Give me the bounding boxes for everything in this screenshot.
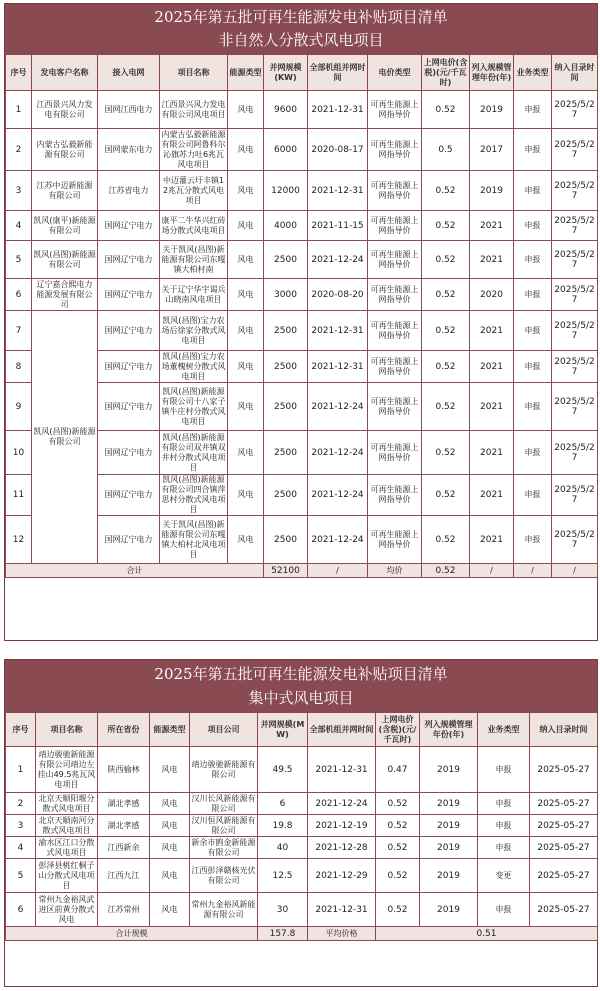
row-number-cell: 3 — [6, 815, 36, 837]
date-cell: 2025-05-27 — [530, 893, 598, 927]
table1-subtitle: 非自然人分散式风电项目 — [218, 31, 384, 49]
total-price-type-cell: 均价 — [368, 564, 422, 578]
energy-cell: 风电 — [228, 351, 264, 383]
table1-header-cell: 并网规模(KW) — [264, 55, 308, 91]
price-cell: 0.52 — [376, 893, 420, 927]
year-cell: 2019 — [420, 793, 478, 815]
project-cell: 关于凯风(昌图)新能源有限公司东嘎镇大柏村南 — [160, 241, 228, 279]
energy-cell: 风电 — [228, 211, 264, 241]
prov-cell: 江西新余 — [98, 837, 150, 859]
price-type-cell: 可再生能源上网指导价 — [368, 311, 422, 351]
date-cell: 2025/5/27 — [552, 241, 598, 279]
project-cell: 凯风(昌图)宝力农场后徐家分散式风电项目 — [160, 311, 228, 351]
time-cell: 2021-12-24 — [308, 431, 368, 475]
grid-cell: 江苏省电力 — [98, 171, 160, 211]
energy-cell: 风电 — [228, 129, 264, 171]
company-cell: 汉川长风新能源有限公司 — [191, 793, 256, 813]
table2-header-row — [6, 713, 598, 747]
table-row — [6, 241, 598, 279]
price-cell: 0.52 — [376, 859, 420, 893]
table1-header-cell: 项目名称 — [160, 55, 228, 91]
year-cell: 2021 — [470, 241, 514, 279]
table-panel-distributed — [4, 3, 598, 641]
biz-cell: 申报 — [514, 383, 552, 431]
table-row — [6, 893, 598, 927]
company-cell: 常州九金裕风新能源有限公司 — [190, 893, 258, 927]
row-number-cell: 4 — [6, 837, 36, 859]
time-cell: 2021-12-31 — [308, 171, 368, 211]
table1-header-cell: 列入规模管理年份(年) — [470, 55, 514, 91]
table-row — [6, 279, 598, 311]
prov-cell: 湖北孝感 — [98, 815, 150, 837]
row-number-cell: 9 — [6, 383, 32, 431]
grid-cell: 国网辽宁电力 — [98, 431, 160, 475]
project-cell: 江西景兴风力发电有限公司风电项目 — [160, 91, 228, 129]
date-cell: 2025/5/27 — [552, 91, 598, 129]
time-cell: 2021-12-24 — [308, 241, 368, 279]
price-cell: 0.52 — [422, 475, 470, 516]
scale-cell: 4000 — [264, 211, 308, 241]
table2-header-cell: 能源类型 — [150, 713, 190, 747]
biz-cell: 申报 — [514, 351, 552, 383]
prov-cell: 江苏常州 — [98, 893, 150, 927]
energy-cell: 风电 — [228, 91, 264, 129]
scale-cell: 12.5 — [258, 859, 308, 893]
row-number-cell: 11 — [6, 475, 32, 516]
row-number-cell: 12 — [6, 516, 32, 564]
price-cell: 0.52 — [422, 431, 470, 475]
year-cell: 2019 — [420, 747, 478, 793]
price-cell: 0.52 — [422, 211, 470, 241]
date-cell: 2025/5/27 — [552, 383, 598, 431]
biz-cell: 申报 — [514, 91, 552, 129]
table2-header-cell: 全部机组并网时间 — [308, 713, 376, 747]
client-name-cell: 江苏中迈新能源有限公司 — [32, 171, 98, 211]
energy-cell: 风电 — [150, 793, 190, 815]
scale-cell: 6000 — [264, 129, 308, 171]
energy-cell: 风电 — [150, 859, 190, 893]
client-name-cell: 江西景兴风力发电有限公司 — [32, 91, 98, 129]
total-time-cell: / — [308, 564, 368, 578]
energy-cell: 风电 — [228, 311, 264, 351]
scale-cell: 49.5 — [258, 747, 308, 793]
time-cell: 2020-08-17 — [308, 129, 368, 171]
biz-cell: 申报 — [478, 747, 530, 793]
time-cell: 2021-12-28 — [308, 837, 376, 859]
project-cell: 凯风(昌图)新能源有限公司四合镇萍思村分散式风电项目 — [161, 475, 226, 514]
table1-header-cell: 全部机组并网时间 — [308, 55, 368, 91]
biz-cell: 申报 — [514, 241, 552, 279]
table2-header-cell: 序号 — [6, 713, 36, 747]
project-cell: 凯风(昌图)宝力农场董槐树分散式风电项目 — [161, 351, 226, 381]
energy-cell: 风电 — [150, 747, 190, 793]
date-cell: 2025/5/27 — [552, 129, 598, 171]
scale-cell: 12000 — [264, 171, 308, 211]
grid-cell: 国网江西电力 — [98, 91, 160, 129]
price-cell: 0.5 — [422, 129, 470, 171]
client-name-cell: 凯风(昌图)新能源有限公司 — [32, 241, 98, 279]
biz-cell: 变更 — [478, 859, 530, 893]
table1-header-cell: 发电客户名称 — [32, 55, 98, 91]
scale-cell: 3000 — [264, 279, 308, 311]
table1-header-row — [6, 55, 598, 91]
time-cell: 2021-12-24 — [308, 516, 368, 564]
energy-cell: 风电 — [228, 241, 264, 279]
total-year-cell: / — [470, 564, 514, 578]
time-cell: 2021-11-15 — [308, 211, 368, 241]
grid-cell: 国网辽宁电力 — [98, 383, 160, 431]
time-cell: 2021-12-24 — [308, 793, 376, 815]
price-type-cell: 可再生能源上网指导价 — [368, 351, 422, 383]
price-cell: 0.52 — [422, 311, 470, 351]
price-type-cell: 可再生能源上网指导价 — [368, 475, 422, 516]
row-number-cell: 8 — [6, 351, 32, 383]
biz-cell: 申报 — [514, 431, 552, 475]
project-cell: 关于凯风(昌图)新能源有限公司东嘎镇大柏村北风电项目 — [160, 516, 228, 564]
grid-cell: 国网辽宁电力 — [98, 241, 160, 279]
time-cell: 2021-12-31 — [308, 311, 368, 351]
biz-cell: 申报 — [478, 837, 530, 859]
date-cell: 2025-05-27 — [530, 793, 598, 815]
project-cell: 内蒙古弘毅新能源有限公司阿鲁科尔沁旗苏力吐6兆瓦风电项目 — [161, 129, 226, 169]
year-cell: 2021 — [470, 311, 514, 351]
table2-header-cell: 所在省份 — [98, 713, 150, 747]
project-cell: 康平二牛华兴红砖场分散式风电项目 — [160, 211, 228, 241]
name-cell: 常州九金裕风武进区前黄分散式风电 — [36, 893, 98, 927]
year-cell: 2017 — [470, 129, 514, 171]
price-cell: 0.52 — [422, 351, 470, 383]
total-label-cell: 合计规模 — [6, 927, 258, 941]
name-cell: 靖边骏驰新能源有限公司靖边左挂山49.5兆瓦风电项目 — [36, 747, 98, 793]
name-cell: 渝水区江口分散式风电项目 — [36, 837, 98, 859]
table2-header-cell: 上网电价(含税)(元/千瓦时) — [376, 713, 420, 747]
date-cell: 2025/5/27 — [552, 211, 598, 241]
table2-header-cell: 并网规模(MW) — [258, 713, 308, 747]
table-row — [6, 211, 598, 241]
time-cell: 2021-12-24 — [308, 383, 368, 431]
grid-cell: 国网辽宁电力 — [98, 311, 160, 351]
energy-cell: 风电 — [150, 893, 190, 927]
price-type-cell: 可再生能源上网指导价 — [368, 91, 422, 129]
client-name-cell: 内蒙古弘毅新能源有限公司 — [32, 129, 98, 171]
scale-cell: 6 — [258, 793, 308, 815]
energy-cell: 风电 — [228, 516, 264, 564]
biz-cell: 申报 — [478, 793, 530, 815]
price-type-cell: 可再生能源上网指导价 — [368, 129, 422, 171]
time-cell: 2021-12-24 — [308, 475, 368, 516]
table-row — [6, 859, 598, 893]
row-number-cell: 7 — [6, 311, 32, 351]
project-cell: 凯风(昌图)新能源有限公司十八家子镇牛庄村分散式风电项目 — [160, 383, 228, 431]
scale-cell: 2500 — [264, 383, 308, 431]
year-cell: 2021 — [470, 211, 514, 241]
table2-header-cell: 业务类型 — [478, 713, 530, 747]
row-number-cell: 2 — [6, 793, 36, 815]
row-number-cell: 5 — [6, 241, 32, 279]
company-cell: 汉川恒风新能源有限公司 — [191, 815, 256, 835]
table2-title-banner — [5, 660, 597, 712]
time-cell: 2021-12-29 — [308, 859, 376, 893]
price-cell: 0.52 — [422, 91, 470, 129]
table2-header-cell: 纳入目录时间 — [530, 713, 598, 747]
time-cell: 2021-12-31 — [308, 91, 368, 129]
year-cell: 2021 — [470, 351, 514, 383]
name-cell: 北京天顺阳堰分散式风电项目 — [36, 793, 98, 815]
avg-label-cell: 平均价格 — [308, 927, 376, 941]
table1-header-cell: 业务类型 — [514, 55, 552, 91]
row-number-cell: 10 — [6, 431, 32, 475]
energy-cell: 风电 — [150, 815, 190, 837]
price-cell: 0.52 — [422, 279, 470, 311]
energy-cell: 风电 — [228, 171, 264, 211]
time-cell: 2021-12-31 — [308, 893, 376, 927]
date-cell: 2025/5/27 — [552, 311, 598, 351]
biz-cell: 申报 — [514, 171, 552, 211]
biz-cell: 申报 — [514, 129, 552, 171]
table1-header-cell: 上网电价(含税)(元/千瓦时) — [422, 55, 470, 91]
total-label-cell: 合计 — [6, 564, 264, 578]
biz-cell: 申报 — [514, 211, 552, 241]
price-type-cell: 可再生能源上网指导价 — [368, 383, 422, 431]
prov-cell: 江西九江 — [98, 859, 150, 893]
price-type-cell: 可再生能源上网指导价 — [368, 279, 422, 311]
price-type-cell: 可再生能源上网指导价 — [368, 516, 422, 564]
biz-cell: 申报 — [478, 893, 530, 927]
price-cell: 0.52 — [376, 837, 420, 859]
total-scale-cell: 157.8 — [258, 927, 308, 941]
table2-header-cell: 项目公司 — [190, 713, 258, 747]
total-scale-cell: 52100 — [264, 564, 308, 578]
table2-header-cell: 项目名称 — [36, 713, 98, 747]
year-cell: 2019 — [470, 171, 514, 211]
year-cell: 2020 — [470, 279, 514, 311]
year-cell: 2019 — [420, 815, 478, 837]
price-cell: 0.52 — [376, 815, 420, 837]
time-cell: 2021-12-19 — [308, 815, 376, 837]
table2-header-cell: 列入规模管理年份(年) — [420, 713, 478, 747]
price-cell: 0.52 — [422, 516, 470, 564]
row-number-cell: 3 — [6, 171, 32, 211]
table-row — [6, 171, 598, 211]
grid-cell: 国网辽宁电力 — [98, 279, 160, 311]
table2-subtitle: 集中式风电项目 — [248, 689, 354, 707]
row-number-cell: 1 — [6, 747, 36, 793]
distributed-wind-table — [5, 54, 598, 578]
table2-total-row — [6, 927, 598, 941]
energy-cell: 风电 — [228, 383, 264, 431]
table-row — [6, 129, 598, 171]
table-row — [6, 793, 598, 815]
project-cell: 关于辽宁华宇谒兵山晓南风电项目 — [160, 279, 228, 311]
year-cell: 2021 — [470, 383, 514, 431]
client-name-cell: 凯风(康平)新能源有限公司 — [32, 211, 98, 241]
table1-title-banner — [5, 4, 597, 54]
year-cell: 2021 — [470, 431, 514, 475]
year-cell: 2021 — [470, 475, 514, 516]
date-cell: 2025/5/27 — [552, 171, 598, 211]
table1-header-cell: 能源类型 — [228, 55, 264, 91]
year-cell: 2019 — [470, 91, 514, 129]
date-cell: 2025/5/27 — [552, 279, 598, 311]
scale-cell: 9600 — [264, 91, 308, 129]
date-cell: 2025-05-27 — [530, 837, 598, 859]
total-price-cell: 0.52 — [422, 564, 470, 578]
table1-header-cell: 序号 — [6, 55, 32, 91]
table1-total-row — [6, 564, 598, 578]
row-number-cell: 6 — [6, 893, 36, 927]
total-date-cell: / — [552, 564, 598, 578]
price-type-cell: 可再生能源上网指导价 — [368, 211, 422, 241]
table-row — [6, 837, 598, 859]
table-row — [6, 747, 598, 793]
scale-cell: 2500 — [264, 516, 308, 564]
table2-title: 2025年第五批可再生能源发电补贴项目清单 — [154, 665, 448, 683]
year-cell: 2019 — [420, 893, 478, 927]
price-cell: 0.52 — [422, 171, 470, 211]
client-name-cell: 辽宁嘉合熙电力能源发展有限公司 — [32, 279, 98, 311]
price-cell: 0.52 — [376, 793, 420, 815]
price-type-cell: 可再生能源上网指导价 — [368, 171, 422, 211]
energy-cell: 风电 — [150, 837, 190, 859]
table-row — [6, 815, 598, 837]
price-type-cell: 可再生能源上网指导价 — [368, 241, 422, 279]
year-cell: 2021 — [470, 516, 514, 564]
biz-cell: 申报 — [514, 311, 552, 351]
price-type-cell: 可再生能源上网指导价 — [368, 431, 422, 475]
grid-cell: 国网辽宁电力 — [98, 351, 160, 383]
name-cell: 北京天顺南河分散式风电项目 — [36, 815, 98, 837]
table-panel-centralized — [4, 659, 598, 987]
table1-title: 2025年第五批可再生能源发电补贴项目清单 — [154, 8, 448, 26]
grid-cell: 国网辽宁电力 — [98, 475, 160, 516]
table1-header-cell: 纳入目录时间 — [552, 55, 598, 91]
grid-cell: 国网辽宁电力 — [98, 211, 160, 241]
biz-cell: 申报 — [514, 279, 552, 311]
time-cell: 2020-08-20 — [308, 279, 368, 311]
centralized-wind-table — [5, 712, 598, 941]
time-cell: 2021-12-31 — [308, 351, 368, 383]
scale-cell: 2500 — [264, 431, 308, 475]
time-cell: 2021-12-31 — [308, 747, 376, 793]
scale-cell: 30 — [258, 893, 308, 927]
date-cell: 2025-05-27 — [530, 859, 598, 893]
prov-cell: 陕西榆林 — [98, 747, 150, 793]
grid-cell: 国网辽宁电力 — [98, 516, 160, 564]
scale-cell: 2500 — [264, 351, 308, 383]
project-cell: 凯风(昌图)新能源有限公司双井镇双井村分散式风电项目 — [160, 431, 228, 475]
grid-cell: 国网蒙东电力 — [98, 129, 160, 171]
date-cell: 2025/5/27 — [552, 351, 598, 383]
scale-cell: 40 — [258, 837, 308, 859]
date-cell: 2025-05-27 — [530, 815, 598, 837]
project-cell: 中迈灌云圩丰镇12兆瓦分散式风电项目 — [160, 171, 228, 211]
year-cell: 2019 — [420, 837, 478, 859]
client-name-cell: 凯风(昌图)新能源有限公司 — [32, 311, 98, 564]
year-cell: 2019 — [420, 859, 478, 893]
scale-cell: 2500 — [264, 241, 308, 279]
price-cell: 0.47 — [376, 747, 420, 793]
date-cell: 2025-05-27 — [530, 747, 598, 793]
row-number-cell: 1 — [6, 91, 32, 129]
price-cell: 0.52 — [422, 383, 470, 431]
avg-price-cell: 0.51 — [376, 927, 598, 941]
biz-cell: 申报 — [514, 516, 552, 564]
table-row — [6, 311, 598, 351]
energy-cell: 风电 — [228, 475, 264, 516]
scale-cell: 2500 — [264, 475, 308, 516]
date-cell: 2025/5/27 — [552, 516, 598, 564]
scale-cell: 2500 — [264, 311, 308, 351]
date-cell: 2025/5/27 — [552, 431, 598, 475]
energy-cell: 风电 — [228, 279, 264, 311]
biz-cell: 申报 — [514, 475, 552, 516]
date-cell: 2025/5/27 — [552, 475, 598, 516]
price-cell: 0.52 — [422, 241, 470, 279]
prov-cell: 湖北孝感 — [98, 793, 150, 815]
table1-header-cell: 接入电网 — [98, 55, 160, 91]
row-number-cell: 5 — [6, 859, 36, 893]
table1-header-cell: 电价类型 — [368, 55, 422, 91]
scale-cell: 19.8 — [258, 815, 308, 837]
biz-cell: 申报 — [478, 815, 530, 837]
name-cell: 彭泽县桃红桐子山分散式风电项目 — [36, 859, 98, 893]
company-cell: 靖边骏驰新能源有限公司 — [190, 747, 258, 793]
company-cell: 新余市鸥金新能源有限公司 — [191, 837, 256, 857]
row-number-cell: 4 — [6, 211, 32, 241]
company-cell: 江西彭泽赣核光伏有限公司 — [190, 859, 258, 893]
row-number-cell: 6 — [6, 279, 32, 311]
table-row — [6, 91, 598, 129]
row-number-cell: 2 — [6, 129, 32, 171]
energy-cell: 风电 — [228, 431, 264, 475]
total-biz-cell: / — [514, 564, 552, 578]
